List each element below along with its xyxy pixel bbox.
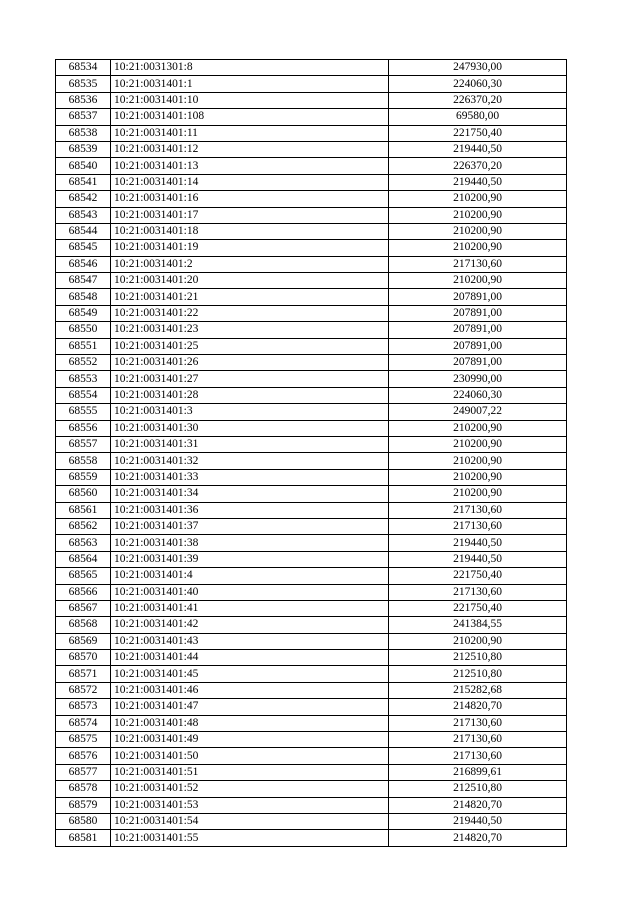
cadastral-number-cell: 10:21:0031401:54 bbox=[111, 813, 389, 829]
table-row bbox=[56, 420, 567, 436]
value-cell: 210200,90 bbox=[389, 436, 567, 452]
table-row bbox=[56, 289, 567, 305]
value-cell: 212510,80 bbox=[389, 781, 567, 797]
value-cell: 210200,90 bbox=[389, 223, 567, 239]
table-row bbox=[56, 256, 567, 272]
cadastral-number-cell: 10:21:0031401:49 bbox=[111, 732, 389, 748]
cadastral-number-cell: 10:21:0031401:27 bbox=[111, 371, 389, 387]
row-number-cell: 68577 bbox=[56, 764, 111, 780]
cadastral-number-cell: 10:21:0031301:8 bbox=[111, 60, 389, 76]
cadastral-number-cell: 10:21:0031401:32 bbox=[111, 453, 389, 469]
table-row bbox=[56, 748, 567, 764]
table-body bbox=[56, 60, 567, 847]
table-row bbox=[56, 650, 567, 666]
cadastral-number-cell: 10:21:0031401:42 bbox=[111, 617, 389, 633]
table-row bbox=[56, 387, 567, 403]
cadastral-number-cell: 10:21:0031401:19 bbox=[111, 240, 389, 256]
row-number-cell: 68545 bbox=[56, 240, 111, 256]
value-cell: 207891,00 bbox=[389, 338, 567, 354]
cadastral-number-cell: 10:21:0031401:13 bbox=[111, 158, 389, 174]
value-cell: 210200,90 bbox=[389, 469, 567, 485]
cadastral-number-cell: 10:21:0031401:16 bbox=[111, 191, 389, 207]
cadastral-number-cell: 10:21:0031401:43 bbox=[111, 633, 389, 649]
cadastral-number-cell: 10:21:0031401:51 bbox=[111, 764, 389, 780]
row-number-cell: 68560 bbox=[56, 486, 111, 502]
value-cell: 212510,80 bbox=[389, 666, 567, 682]
row-number-cell: 68574 bbox=[56, 715, 111, 731]
row-number-cell: 68544 bbox=[56, 223, 111, 239]
table-row bbox=[56, 109, 567, 125]
table-row bbox=[56, 436, 567, 452]
row-number-cell: 68564 bbox=[56, 551, 111, 567]
value-cell: 230990,00 bbox=[389, 371, 567, 387]
table-row bbox=[56, 600, 567, 616]
cadastral-number-cell: 10:21:0031401:41 bbox=[111, 600, 389, 616]
table-row bbox=[56, 404, 567, 420]
cadastral-number-cell: 10:21:0031401:45 bbox=[111, 666, 389, 682]
cadastral-number-cell: 10:21:0031401:3 bbox=[111, 404, 389, 420]
table-row bbox=[56, 666, 567, 682]
row-number-cell: 68571 bbox=[56, 666, 111, 682]
value-cell: 207891,00 bbox=[389, 289, 567, 305]
table-row bbox=[56, 682, 567, 698]
table-row bbox=[56, 371, 567, 387]
cadastral-number-cell: 10:21:0031401:30 bbox=[111, 420, 389, 436]
value-cell: 219440,50 bbox=[389, 551, 567, 567]
table-row bbox=[56, 797, 567, 813]
cadastral-number-cell: 10:21:0031401:36 bbox=[111, 502, 389, 518]
row-number-cell: 68546 bbox=[56, 256, 111, 272]
value-cell: 221750,40 bbox=[389, 568, 567, 584]
table-row bbox=[56, 305, 567, 321]
value-cell: 69580,00 bbox=[389, 109, 567, 125]
value-cell: 210200,90 bbox=[389, 453, 567, 469]
table-row bbox=[56, 551, 567, 567]
table-row bbox=[56, 338, 567, 354]
value-cell: 214820,70 bbox=[389, 830, 567, 846]
row-number-cell: 68561 bbox=[56, 502, 111, 518]
table-row bbox=[56, 223, 567, 239]
row-number-cell: 68579 bbox=[56, 797, 111, 813]
row-number-cell: 68548 bbox=[56, 289, 111, 305]
cadastral-number-cell: 10:21:0031401:52 bbox=[111, 781, 389, 797]
row-number-cell: 68557 bbox=[56, 436, 111, 452]
table-row bbox=[56, 92, 567, 108]
cadastral-number-cell: 10:21:0031401:40 bbox=[111, 584, 389, 600]
row-number-cell: 68565 bbox=[56, 568, 111, 584]
row-number-cell: 68547 bbox=[56, 273, 111, 289]
value-cell: 247930,00 bbox=[389, 60, 567, 76]
value-cell: 217130,60 bbox=[389, 715, 567, 731]
row-number-cell: 68554 bbox=[56, 387, 111, 403]
row-number-cell: 68572 bbox=[56, 682, 111, 698]
value-cell: 217130,60 bbox=[389, 748, 567, 764]
row-number-cell: 68580 bbox=[56, 813, 111, 829]
cadastral-number-cell: 10:21:0031401:11 bbox=[111, 125, 389, 141]
table-row bbox=[56, 453, 567, 469]
table-row bbox=[56, 273, 567, 289]
table-row bbox=[56, 60, 567, 76]
value-cell: 221750,40 bbox=[389, 125, 567, 141]
table-row bbox=[56, 240, 567, 256]
row-number-cell: 68534 bbox=[56, 60, 111, 76]
row-number-cell: 68540 bbox=[56, 158, 111, 174]
cadastral-number-cell: 10:21:0031401:31 bbox=[111, 436, 389, 452]
table-row bbox=[56, 715, 567, 731]
table-row bbox=[56, 141, 567, 157]
row-number-cell: 68581 bbox=[56, 830, 111, 846]
row-number-cell: 68570 bbox=[56, 650, 111, 666]
table-row bbox=[56, 633, 567, 649]
cadastral-number-cell: 10:21:0031401:25 bbox=[111, 338, 389, 354]
table-row bbox=[56, 191, 567, 207]
table-row bbox=[56, 76, 567, 92]
row-number-cell: 68563 bbox=[56, 535, 111, 551]
table-row bbox=[56, 699, 567, 715]
table-row bbox=[56, 322, 567, 338]
value-cell: 219440,50 bbox=[389, 813, 567, 829]
row-number-cell: 68576 bbox=[56, 748, 111, 764]
value-cell: 217130,60 bbox=[389, 732, 567, 748]
table-row bbox=[56, 355, 567, 371]
cadastral-number-cell: 10:21:0031401:38 bbox=[111, 535, 389, 551]
cadastral-number-cell: 10:21:0031401:17 bbox=[111, 207, 389, 223]
value-cell: 216899,61 bbox=[389, 764, 567, 780]
table-row bbox=[56, 830, 567, 846]
value-cell: 219440,50 bbox=[389, 174, 567, 190]
value-cell: 217130,60 bbox=[389, 518, 567, 534]
cadastral-number-cell: 10:21:0031401:23 bbox=[111, 322, 389, 338]
cadastral-number-cell: 10:21:0031401:46 bbox=[111, 682, 389, 698]
value-cell: 210200,90 bbox=[389, 191, 567, 207]
table-row bbox=[56, 469, 567, 485]
row-number-cell: 68539 bbox=[56, 141, 111, 157]
row-number-cell: 68552 bbox=[56, 355, 111, 371]
row-number-cell: 68575 bbox=[56, 732, 111, 748]
value-cell: 210200,90 bbox=[389, 240, 567, 256]
value-cell: 207891,00 bbox=[389, 355, 567, 371]
cadastral-number-cell: 10:21:0031401:14 bbox=[111, 174, 389, 190]
row-number-cell: 68537 bbox=[56, 109, 111, 125]
row-number-cell: 68549 bbox=[56, 305, 111, 321]
value-cell: 241384,55 bbox=[389, 617, 567, 633]
row-number-cell: 68567 bbox=[56, 600, 111, 616]
table-row bbox=[56, 732, 567, 748]
row-number-cell: 68551 bbox=[56, 338, 111, 354]
table-row bbox=[56, 518, 567, 534]
row-number-cell: 68553 bbox=[56, 371, 111, 387]
table-row bbox=[56, 617, 567, 633]
value-cell: 215282,68 bbox=[389, 682, 567, 698]
table-row bbox=[56, 781, 567, 797]
cadastral-number-cell: 10:21:0031401:22 bbox=[111, 305, 389, 321]
table-row bbox=[56, 535, 567, 551]
cadastral-number-cell: 10:21:0031401:48 bbox=[111, 715, 389, 731]
row-number-cell: 68541 bbox=[56, 174, 111, 190]
cadastral-number-cell: 10:21:0031401:26 bbox=[111, 355, 389, 371]
cadastral-number-cell: 10:21:0031401:34 bbox=[111, 486, 389, 502]
row-number-cell: 68569 bbox=[56, 633, 111, 649]
value-cell: 249007,22 bbox=[389, 404, 567, 420]
cadastral-number-cell: 10:21:0031401:20 bbox=[111, 273, 389, 289]
row-number-cell: 68555 bbox=[56, 404, 111, 420]
cadastral-number-cell: 10:21:0031401:4 bbox=[111, 568, 389, 584]
value-cell: 217130,60 bbox=[389, 584, 567, 600]
value-cell: 219440,50 bbox=[389, 141, 567, 157]
cadastral-number-cell: 10:21:0031401:33 bbox=[111, 469, 389, 485]
cadastral-number-cell: 10:21:0031401:37 bbox=[111, 518, 389, 534]
table-row bbox=[56, 486, 567, 502]
value-cell: 224060,30 bbox=[389, 76, 567, 92]
cadastral-value-table bbox=[55, 59, 567, 847]
value-cell: 210200,90 bbox=[389, 486, 567, 502]
row-number-cell: 68538 bbox=[56, 125, 111, 141]
row-number-cell: 68558 bbox=[56, 453, 111, 469]
value-cell: 212510,80 bbox=[389, 650, 567, 666]
cadastral-number-cell: 10:21:0031401:12 bbox=[111, 141, 389, 157]
row-number-cell: 68556 bbox=[56, 420, 111, 436]
cadastral-number-cell: 10:21:0031401:28 bbox=[111, 387, 389, 403]
cadastral-number-cell: 10:21:0031401:44 bbox=[111, 650, 389, 666]
cadastral-number-cell: 10:21:0031401:10 bbox=[111, 92, 389, 108]
value-cell: 214820,70 bbox=[389, 797, 567, 813]
table-row bbox=[56, 502, 567, 518]
cadastral-number-cell: 10:21:0031401:21 bbox=[111, 289, 389, 305]
table-row bbox=[56, 207, 567, 223]
row-number-cell: 68573 bbox=[56, 699, 111, 715]
value-cell: 219440,50 bbox=[389, 535, 567, 551]
row-number-cell: 68578 bbox=[56, 781, 111, 797]
value-cell: 207891,00 bbox=[389, 305, 567, 321]
cadastral-number-cell: 10:21:0031401:55 bbox=[111, 830, 389, 846]
value-cell: 207891,00 bbox=[389, 322, 567, 338]
row-number-cell: 68543 bbox=[56, 207, 111, 223]
cadastral-number-cell: 10:21:0031401:2 bbox=[111, 256, 389, 272]
value-cell: 210200,90 bbox=[389, 420, 567, 436]
table-row bbox=[56, 125, 567, 141]
cadastral-number-cell: 10:21:0031401:1 bbox=[111, 76, 389, 92]
value-cell: 210200,90 bbox=[389, 273, 567, 289]
row-number-cell: 68562 bbox=[56, 518, 111, 534]
row-number-cell: 68566 bbox=[56, 584, 111, 600]
table-row bbox=[56, 174, 567, 190]
cadastral-number-cell: 10:21:0031401:50 bbox=[111, 748, 389, 764]
table-row bbox=[56, 584, 567, 600]
cadastral-number-cell: 10:21:0031401:18 bbox=[111, 223, 389, 239]
table-row bbox=[56, 158, 567, 174]
value-cell: 210200,90 bbox=[389, 633, 567, 649]
row-number-cell: 68568 bbox=[56, 617, 111, 633]
row-number-cell: 68559 bbox=[56, 469, 111, 485]
cadastral-number-cell: 10:21:0031401:39 bbox=[111, 551, 389, 567]
value-cell: 224060,30 bbox=[389, 387, 567, 403]
row-number-cell: 68542 bbox=[56, 191, 111, 207]
value-cell: 217130,60 bbox=[389, 256, 567, 272]
value-cell: 214820,70 bbox=[389, 699, 567, 715]
cadastral-number-cell: 10:21:0031401:47 bbox=[111, 699, 389, 715]
cadastral-number-cell: 10:21:0031401:108 bbox=[111, 109, 389, 125]
value-cell: 217130,60 bbox=[389, 502, 567, 518]
value-cell: 221750,40 bbox=[389, 600, 567, 616]
row-number-cell: 68536 bbox=[56, 92, 111, 108]
value-cell: 210200,90 bbox=[389, 207, 567, 223]
row-number-cell: 68550 bbox=[56, 322, 111, 338]
row-number-cell: 68535 bbox=[56, 76, 111, 92]
table-row bbox=[56, 764, 567, 780]
table-row bbox=[56, 813, 567, 829]
table-row bbox=[56, 568, 567, 584]
value-cell: 226370,20 bbox=[389, 92, 567, 108]
cadastral-number-cell: 10:21:0031401:53 bbox=[111, 797, 389, 813]
value-cell: 226370,20 bbox=[389, 158, 567, 174]
